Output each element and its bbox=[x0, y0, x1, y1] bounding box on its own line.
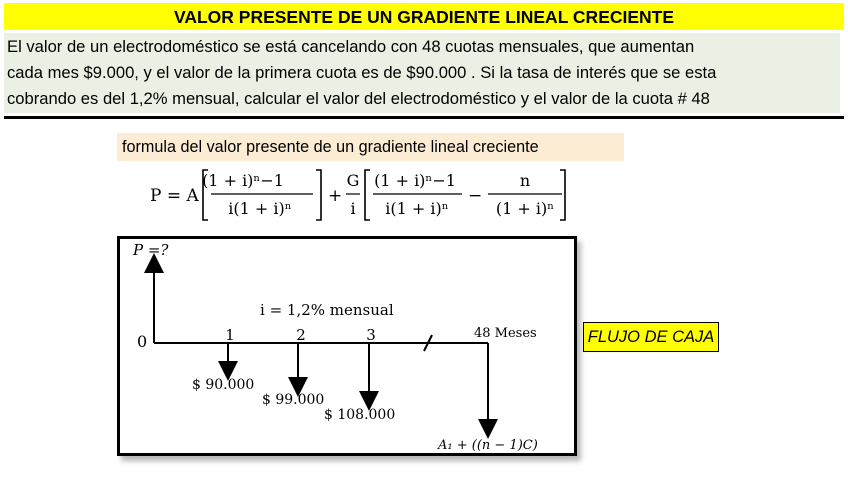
period-label: 1 bbox=[225, 326, 235, 344]
origin-label: 0 bbox=[137, 332, 148, 351]
cash-flow-label: FLUJO DE CAJA bbox=[583, 322, 719, 352]
formula-den1: i(1 + i)ⁿ bbox=[228, 199, 292, 218]
problem-line: El valor de un electrodoméstico se está cancelando con 48 cuotas mensuales, que aumentan bbox=[7, 37, 695, 56]
formula-caption: formula del valor presente de un gradiente lineal creciente bbox=[117, 133, 624, 161]
formula-g-den: i bbox=[350, 199, 356, 218]
period-label: 3 bbox=[366, 326, 376, 344]
formula-plus: + bbox=[328, 186, 343, 206]
bracket-right bbox=[560, 170, 565, 220]
payment-amount: $ 99.000 bbox=[262, 392, 325, 408]
bracket-right bbox=[316, 170, 321, 220]
formula-den2: i(1 + i)ⁿ bbox=[385, 199, 449, 218]
divider bbox=[4, 116, 844, 119]
formula-lhs: P = A bbox=[150, 186, 199, 206]
bracket-left bbox=[365, 170, 370, 220]
cash-flow-diagram bbox=[117, 236, 577, 456]
formula-minus: − bbox=[468, 186, 483, 206]
present-value-formula bbox=[150, 166, 620, 224]
rate-label: i = 1,2% mensual bbox=[260, 301, 394, 319]
page-title: VALOR PRESENTE DE UN GRADIENTE LINEAL CRECIENTE bbox=[4, 3, 844, 30]
formula-num3: n bbox=[519, 171, 531, 190]
problem-line: cobrando es del 1,2% mensual, calcular el valor del electrodoméstico y el valor de la cuota # 48 bbox=[7, 89, 710, 108]
payment-amount: $ 90.000 bbox=[192, 377, 255, 393]
formula-g: G bbox=[346, 171, 360, 190]
last-period-label: 48 Meses bbox=[474, 326, 537, 341]
last-payment-formula: A₁ + ((n − 1)C) bbox=[438, 438, 538, 453]
problem-line: cada mes $9.000, y el valor de la primera cuota es de $90.000 . Si la tasa de interés que se esta bbox=[7, 63, 717, 82]
payment-amount: $ 108.000 bbox=[324, 407, 396, 423]
present-value-label: P =? bbox=[133, 241, 169, 259]
formula-den3: (1 + i)ⁿ bbox=[495, 199, 555, 218]
formula-num1: (1 + i)ⁿ−1 bbox=[202, 171, 284, 190]
formula-num2: (1 + i)ⁿ−1 bbox=[374, 171, 456, 190]
period-label: 2 bbox=[296, 326, 306, 344]
problem-statement bbox=[4, 33, 840, 113]
